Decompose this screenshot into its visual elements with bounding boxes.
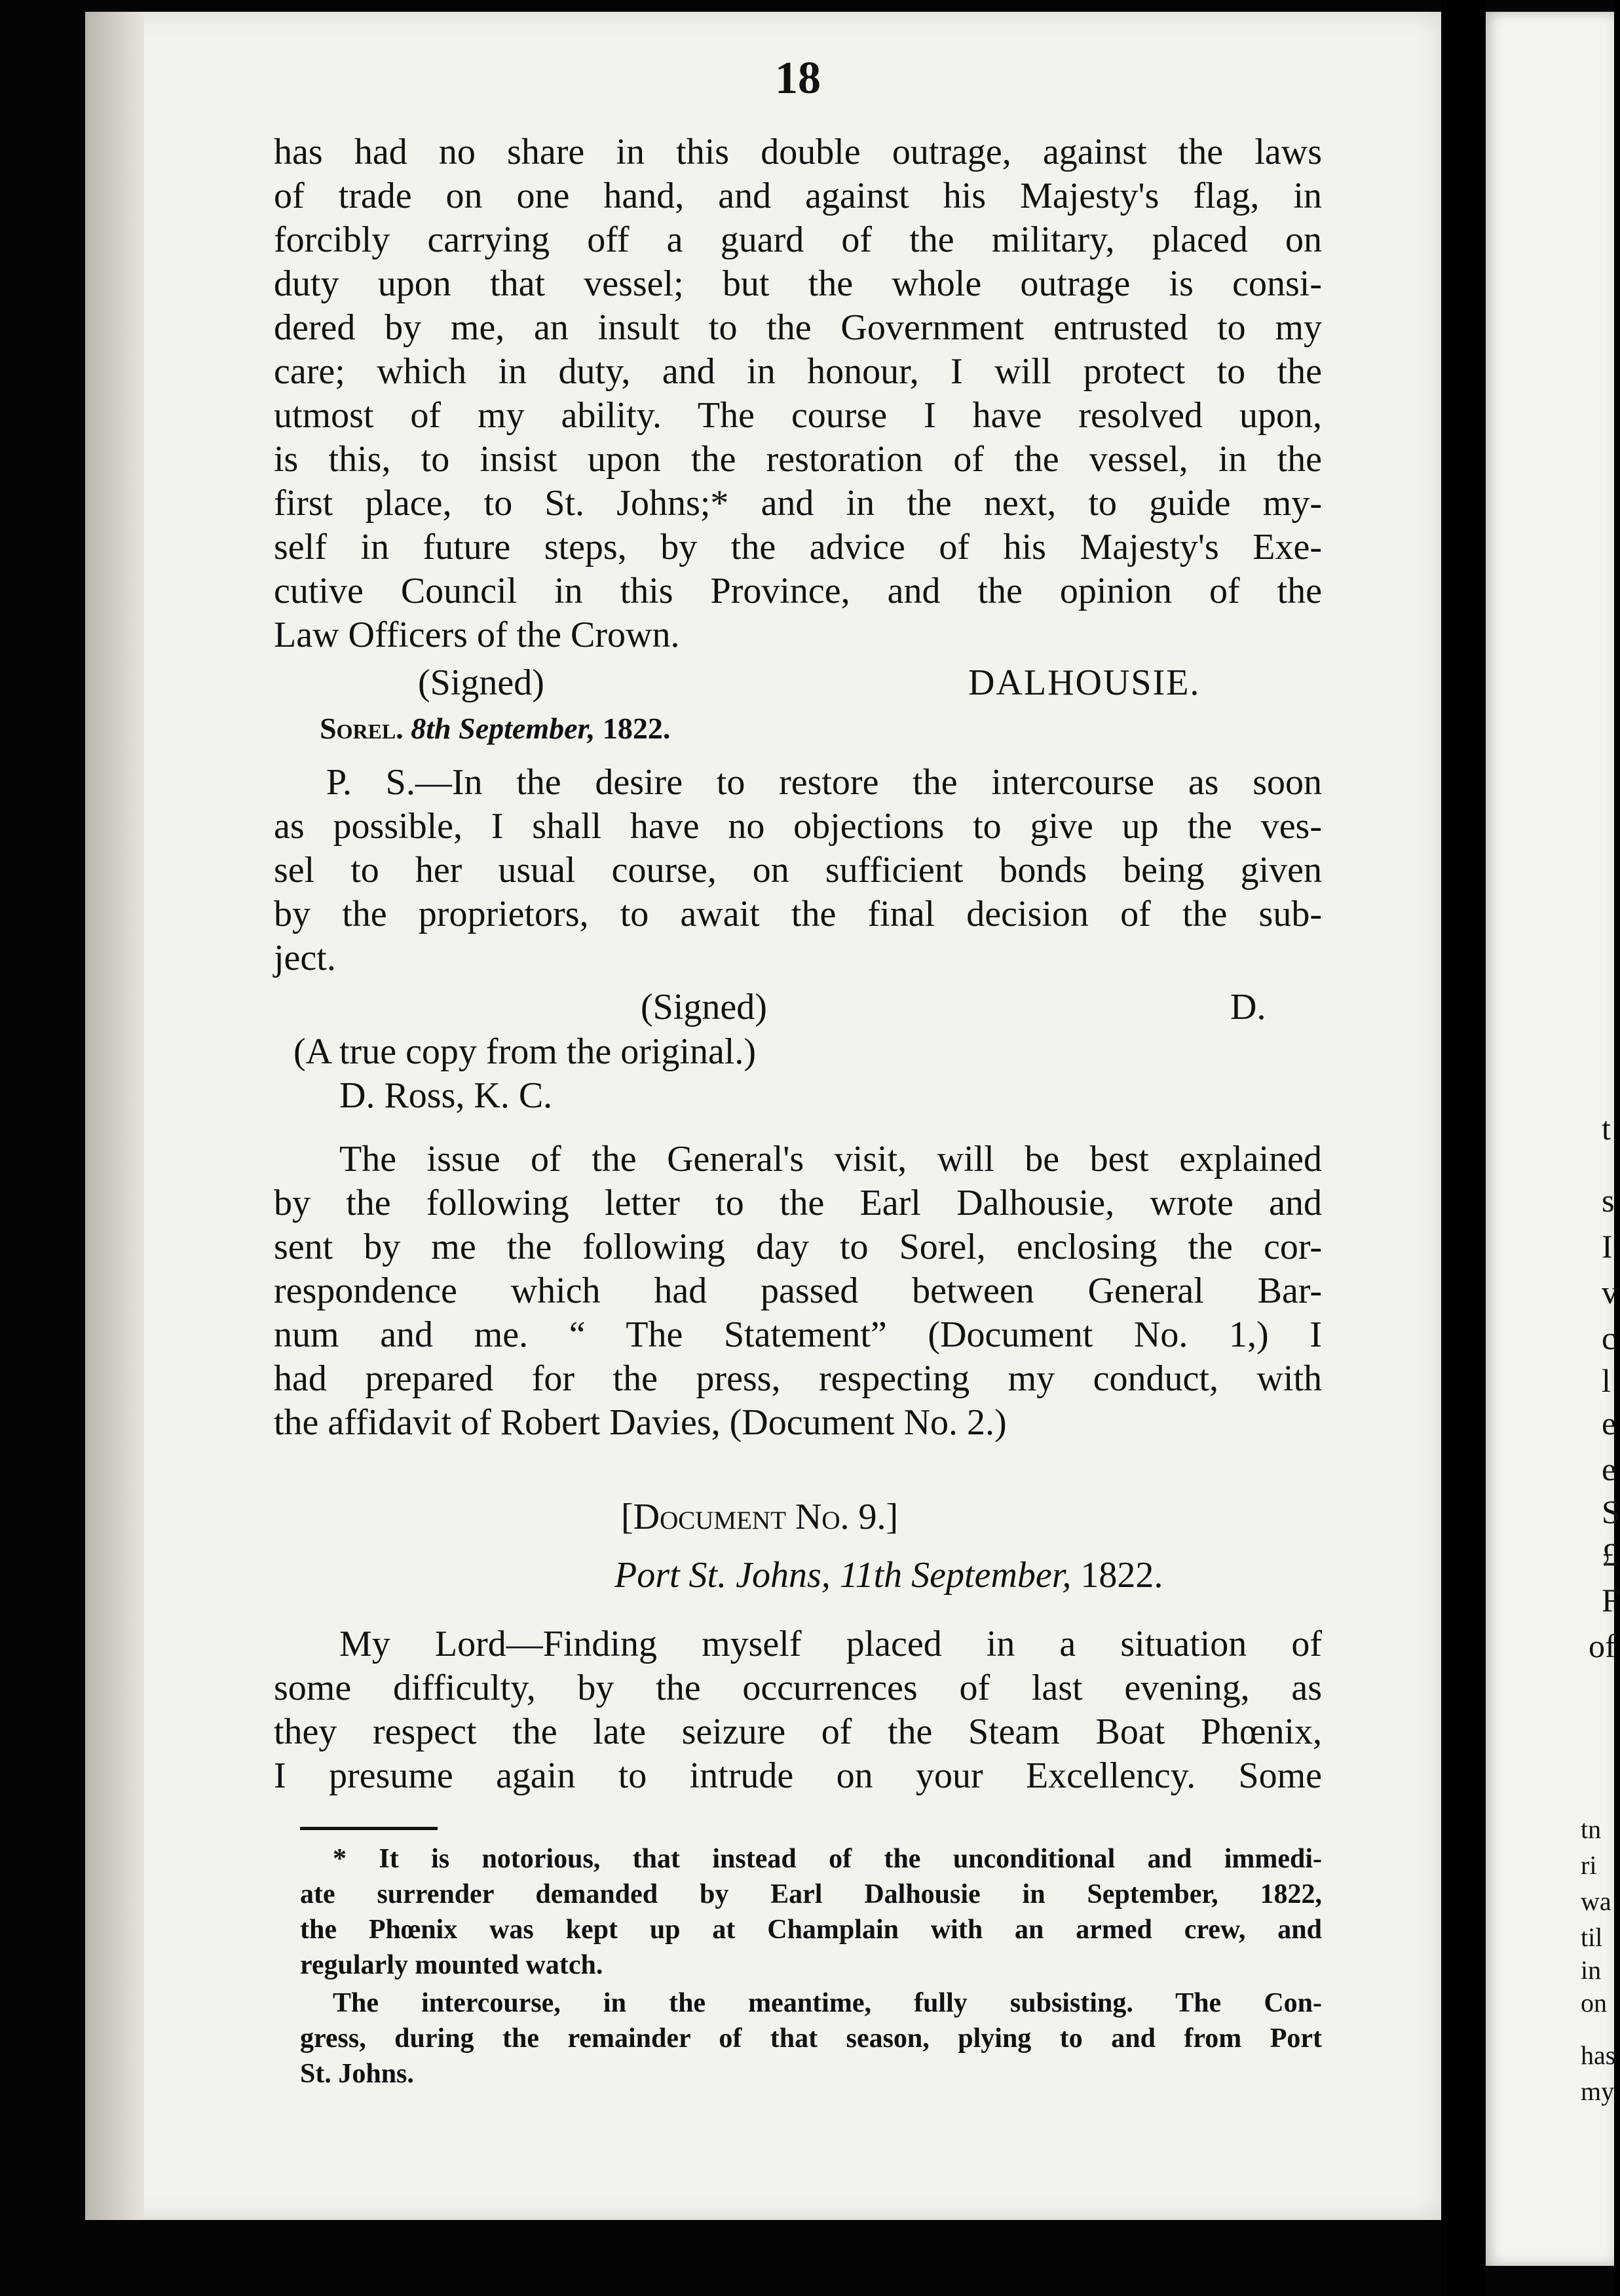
body-line: of trade on one hand, and against his Majesty's flag, in: [274, 176, 1322, 216]
body-line: care; which in duty, and in honour, I will protect to the: [274, 351, 1322, 392]
fragment: £: [1602, 1536, 1618, 1573]
fragment: e: [1602, 1405, 1617, 1442]
letter-line: they respect the late seizure of the Steam Boat Phœnix,: [274, 1712, 1322, 1752]
footnote-line: regularly mounted watch.: [300, 1950, 603, 1980]
document-heading: [Document No. 9.]: [621, 1497, 899, 1537]
postscript-line: P. S.—In the desire to restore the intercourse as soon: [326, 762, 1322, 803]
facing-fragment-lower: [1497, 1782, 1615, 2160]
page-edge-shadow: [85, 12, 144, 2220]
fragment: c: [1602, 1320, 1617, 1356]
signatory-name: DALHOUSIE.: [968, 662, 1201, 703]
body-line: forcibly carrying off a guard of the military, placed on: [274, 220, 1322, 260]
fragment: e: [1602, 1451, 1617, 1487]
letter-dateline: [614, 1554, 1163, 1596]
dateline: [320, 711, 670, 746]
fragment: ri: [1581, 1850, 1597, 1880]
fragment: tn: [1581, 1814, 1602, 1844]
footnote-rule: [300, 1827, 438, 1830]
signed-label: (Signed): [418, 662, 544, 703]
signed-label: (Signed): [641, 987, 767, 1027]
body-line: utmost of my ability. The course I have resolved upon,: [274, 395, 1322, 436]
fragment: s: [1602, 1182, 1615, 1219]
narrative-line: The issue of the General's visit, will be best explained: [339, 1139, 1322, 1179]
footnote-line: ate surrender demanded by Earl Dalhousie in September, 1822,: [300, 1879, 1322, 1909]
body-line: is this, to insist upon the restoration of the vessel, in the: [274, 439, 1322, 480]
body-line: has had no share in this double outrage, against the laws: [274, 132, 1322, 172]
book-gutter: [1441, 0, 1486, 2296]
fragment: til: [1581, 1923, 1603, 1952]
fragment: of: [1589, 1628, 1616, 1664]
narrative-line: the affidavit of Robert Davies, (Document No. 2.): [274, 1402, 1007, 1443]
narrative-line: respondence which had passed between General Bar-: [274, 1271, 1322, 1311]
narrative-line: sent by me the following day to Sorel, enclosing the cor-: [274, 1227, 1322, 1267]
dateline-date: 8th September,: [411, 712, 595, 745]
fragment: wa: [1581, 1886, 1611, 1916]
attestation: D. Ross, K. C.: [339, 1075, 553, 1116]
narrative-line: had prepared for the press, respecting my conduct, with: [274, 1358, 1322, 1399]
fragment: S: [1602, 1493, 1620, 1530]
dateline-year: 1822.: [602, 712, 671, 745]
fragment: l: [1602, 1362, 1611, 1399]
page-number: 18: [775, 53, 821, 104]
dateline-date: 11th September,: [839, 1555, 1072, 1596]
body-line: Law Officers of the Crown.: [274, 615, 680, 655]
postscript-line: ject.: [274, 938, 336, 978]
letter-line: My Lord—Finding myself placed in a situation of: [339, 1624, 1322, 1664]
narrative-line: by the following letter to the Earl Dalhousie, wrote and: [274, 1183, 1322, 1223]
body-line: duty upon that vessel; but the whole outrage is consi-: [274, 263, 1322, 304]
footnote-line: St. Johns.: [300, 2059, 414, 2089]
fragment: has: [1581, 2040, 1616, 2070]
body-line: first place, to St. Johns;* and in the next, to guide my-: [274, 483, 1322, 524]
body-line: dered by me, an insult to the Government entrusted to my: [274, 307, 1322, 348]
fragment: on: [1581, 1988, 1607, 2018]
footnote-line: gress, during the remainder of that season, plying to and from Port: [300, 2023, 1322, 2054]
letter-line: I presume again to intrude on your Excellency. Some: [274, 1755, 1322, 1796]
signatory-initial: D.: [1230, 987, 1266, 1027]
facing-fragment-upper: [1497, 1062, 1620, 1664]
fragment: F: [1602, 1582, 1620, 1618]
fragment: I: [1602, 1228, 1613, 1265]
dateline-place: Sorel.: [320, 712, 404, 745]
fragment: my: [1581, 2076, 1615, 2106]
narrative-line: num and me. “ The Statement” (Document No. 1,) I: [274, 1314, 1322, 1355]
body-line: self in future steps, by the advice of his Majesty's Exe-: [274, 527, 1322, 567]
true-copy-note: (A true copy from the original.): [293, 1031, 757, 1072]
postscript-line: sel to her usual course, on sufficient bonds being given: [274, 850, 1322, 890]
dateline-place: Port St. Johns,: [614, 1555, 831, 1596]
fragment: t: [1602, 1110, 1611, 1147]
postscript-line: by the proprietors, to await the final decision of the sub-: [274, 894, 1322, 934]
body-line: cutive Council in this Province, and the opinion of the: [274, 571, 1322, 611]
postscript-line: as possible, I shall have no objections to give up the ves-: [274, 806, 1322, 847]
fragment: v: [1602, 1274, 1618, 1311]
letter-line: some difficulty, by the occurrences of last evening, as: [274, 1668, 1322, 1708]
footnote-line: the Phœnix was kept up at Champlain with an armed crew, and: [300, 1915, 1322, 1945]
dateline-year: 1822.: [1080, 1555, 1163, 1596]
fragment: in: [1581, 1955, 1602, 1985]
footnote-line: The intercourse, in the meantime, fully subsisting. The Con-: [333, 1988, 1322, 2018]
footnote-line: * It is notorious, that instead of the unconditional and immedi-: [333, 1844, 1322, 1874]
